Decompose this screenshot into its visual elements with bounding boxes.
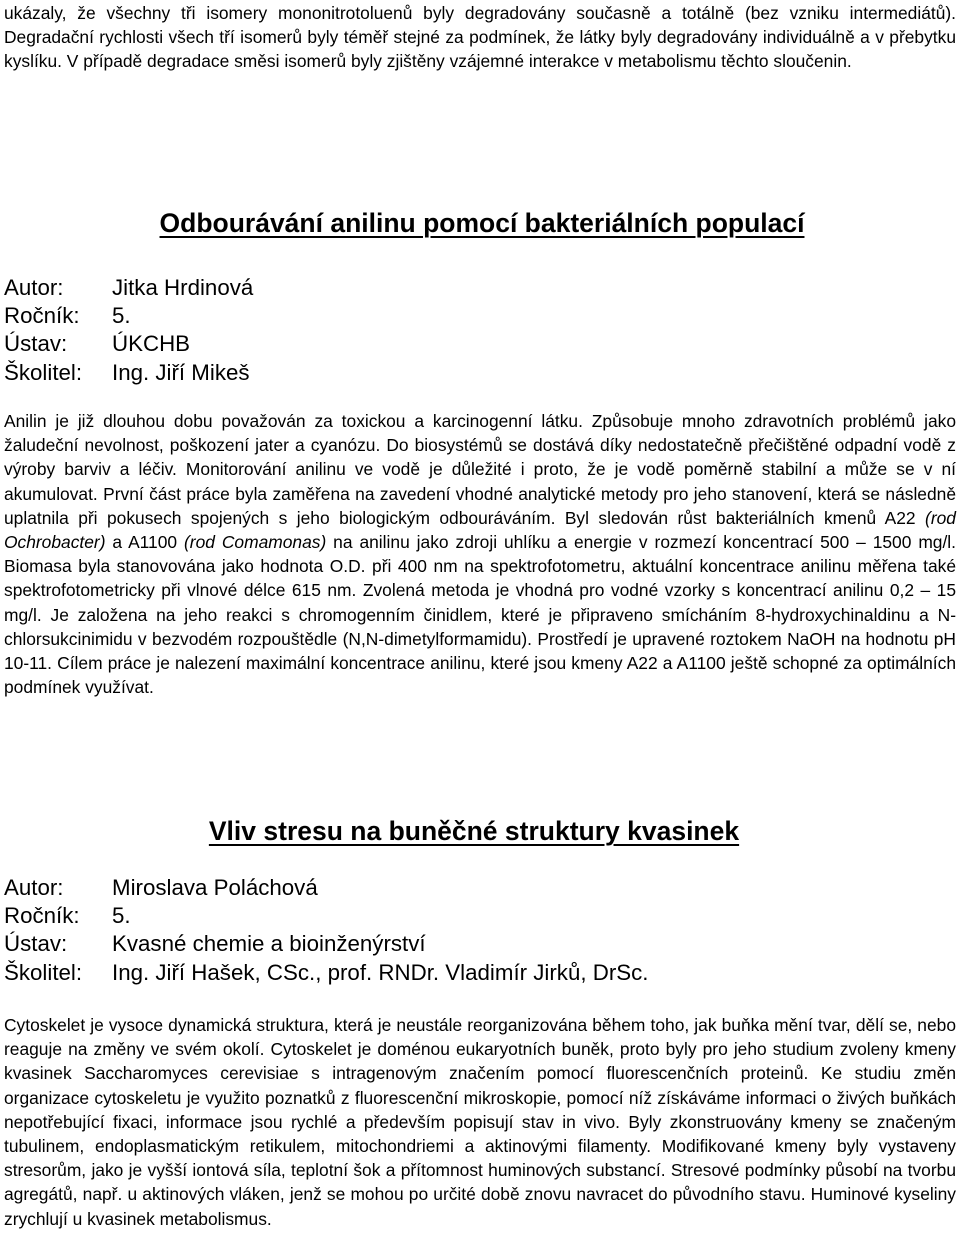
article2-meta (4, 874, 649, 987)
intro-paragraph: ukázaly, že všechny tři isomery mononitrotoluenů byly degradovány současně a totálně (bez vzniku intermediátů). Degradační rychlosti všech tří isomerů byly téměř stejné za podmínek, že látky byly degradovány individuálně a v přebytku kyslíku. V případě degradace směsi isomerů byly zjištěny vzájemné interakce v metabolismu těchto sloučenin. (4, 3, 956, 72)
supervisor-value: Ing. Jiří Hašek, CSc., prof. RNDr. Vladimír Jirků, DrSc. (112, 959, 649, 985)
institute-value: Kvasné chemie a bioinženýrství (112, 931, 426, 957)
article2-year-row (4, 902, 131, 930)
institute-label: Ústav: (4, 931, 68, 957)
abstract-italic-2: (rod Comamonas) (184, 532, 327, 553)
article2-supervisor-row (4, 959, 649, 987)
article2-abstract: Cytoskelet je vysoce dynamická struktura, která je neustále reorganizována během toho, jak buňka mění tvar, dělí se, nebo reaguje na změny ve svém okolí. Cytoskelet je doménou eukaryotních buněk, proto byly pro jeho studium zvoleny kmeny kvasinek Saccharomyces cerevisiae s intragenovým značením pomocí fluorescenčních proteinů. Ke studiu změn organizace cytoskeletu je využito poznatků z fluorescenční mikroskopie, pomocí níž získáváme informaci o živých buňkách nepotřebující fixaci, informace jsou rychlé a především popisují stav in vivo. Byly zkonstruovány kmeny se značeným tubulinem, endoplasmatickým retikulem, mitochondriemi a aktinovými filamenty. Modifikované kmeny byly vystaveny stresorům, jako je vyšší iontová síla, teplotní šok a přítomnost huminových substancí. Stresové podmínky působí na tvorbu agregátů, např. u aktinových vláken, jenž se mohou po určité době znovu navracet do původního stavu. Huminové kyseliny zrychlují u kvasinek metabolismus. (4, 1015, 956, 1229)
abstract-part-1: Anilin je již dlouhou dobu považován za toxickou a karcinogenní látku. Způsobuje mnoho zdravotních problémů jako žaludeční nevolnost, poškození jater a cyanózu. Do biosystémů se dostává díky nedostatečně přečištěné odpadní vodě z výroby barviv a léčiv. Monitorování anilinu ve vodě je důležité i proto, že je vodě poměrně stabilní a může se v ní akumulovat. První část práce byla zaměřena na zavedení vhodné analytické metody pro jeho stanovení, která se následně uplatnila při pokusech spojených s jeho biologickým odbouráváním. Byl sledován růst bakteriálních kmenů A22 (4, 411, 956, 528)
author-label: Autor: (4, 275, 64, 300)
institute-value: ÚKCHB (112, 331, 191, 357)
year-value: 5. (112, 303, 131, 329)
article2-author-row (4, 874, 318, 902)
article1-year-row (4, 302, 131, 330)
institute-label: Ústav: (4, 331, 68, 357)
author-label: Autor: (4, 875, 64, 900)
supervisor-label: Školitel: (4, 959, 83, 985)
article1-supervisor-row (4, 359, 250, 387)
article1-meta (4, 274, 254, 387)
year-value: 5. (112, 903, 131, 929)
article2-title-text: Vliv stresu na buněčné struktury kvasinek (208, 816, 740, 846)
article2-institute-row (4, 930, 426, 958)
year-label: Ročník: (4, 303, 80, 329)
abstract-italic-1: (rod Ochrobacter) (4, 507, 956, 553)
article1-title (6, 207, 958, 239)
year-label: Ročník: (4, 903, 80, 929)
article1-institute-row (4, 330, 191, 358)
abstract-part-3: na anilinu jako zdroji uhlíku a energie v rozmezí koncentrací 500 – 1500 mg/l. Biomasa byla stanovována jako hodnota O.D. při 400 nm na spektrofotometru, aktuální koncentrace anilinu měřena také spektrofotometricky při vlnové délce 615 nm. Zvolená metoda je vhodná pro vodné vzorky s koncentrací anilinu 0,2 – 15 mg/l. Je založena na jeho reakci s chromogenním činidlem, které je připraveno smícháním 8-hydroxychinaldinu a N-chlorsukcinimidu v bezvodém rozpouštědle (N,N-dimetylformamidu). Prostředí je upravené roztokem NaOH na hodnotu pH 10-11. Cílem práce je nalezení maximální koncentrace anilinu, které jsou kmeny A22 a A1100 ještě schopné za optimálních podmínek využívat. (4, 532, 957, 698)
author-value: Miroslava Poláchová (112, 875, 318, 900)
article1-title-text: Odbourávání anilinu pomocí bakteriálních populací (159, 208, 805, 238)
abstract-part-2: a A1100 (105, 532, 184, 553)
supervisor-label: Školitel: (4, 359, 83, 385)
article2-title (0, 815, 950, 847)
article1-author-row (4, 274, 254, 302)
supervisor-value: Ing. Jiří Mikeš (112, 359, 250, 385)
article1-abstract (4, 409, 956, 699)
author-value: Jitka Hrdinová (112, 275, 254, 300)
